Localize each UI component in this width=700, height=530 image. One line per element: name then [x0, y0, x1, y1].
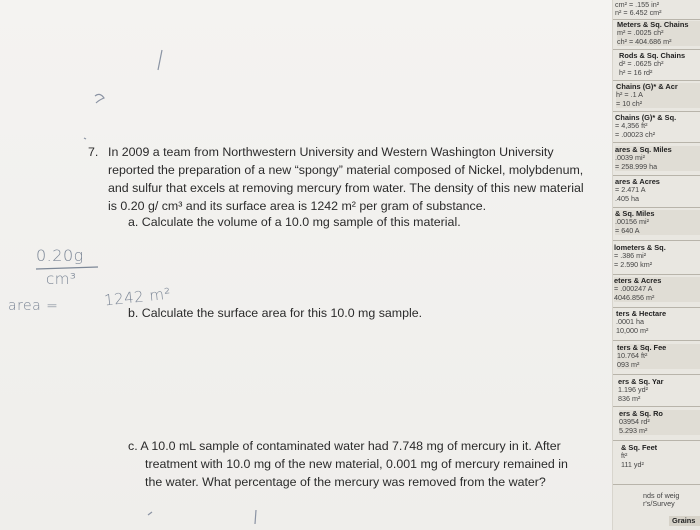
card-line: = .000247 A	[614, 284, 653, 294]
card-line: = 640 A	[615, 225, 640, 235]
pencil-stroke-2	[95, 94, 104, 103]
card-line: nds of weig	[643, 491, 680, 500]
card-section-11	[617, 344, 700, 369]
card-divider	[613, 111, 700, 112]
pencil-stroke-5	[255, 510, 256, 524]
card-section-14	[621, 444, 700, 469]
card-line: = .00023 ch²	[615, 129, 656, 139]
card-line: = .386 mi²	[614, 251, 647, 261]
handwritten-density-numerator: 0.20g	[36, 246, 84, 265]
card-line: 111 yd²	[621, 459, 644, 469]
card-line: .0001 ha	[616, 317, 644, 327]
card-line: = 258.999 ha	[615, 161, 658, 171]
card-section-title: ters & Sq. Fee	[617, 343, 667, 352]
card-section-title: & Sq. Feet	[621, 443, 658, 452]
card-section-title: Meters & Sq. Chains	[617, 20, 689, 29]
card-line: 1.196 yd²	[618, 385, 648, 395]
card-divider	[613, 80, 700, 81]
card-divider	[613, 374, 700, 375]
part-b-prompt: b. Calculate the surface area for this 10.0 mg sample.	[128, 306, 423, 320]
handwritten-area-label: area =	[8, 298, 59, 314]
card-section-title: Chains (G)* & Sq.	[615, 113, 677, 122]
card-divider	[613, 307, 700, 308]
card-divider	[613, 142, 700, 143]
card-line: .0039 mi²	[615, 153, 645, 163]
card-line: = 2.590 km²	[614, 259, 653, 269]
card-line: r's/Survey	[643, 499, 675, 509]
part-c-line-3: the water. What percentage of the mercury was removed from the water?	[145, 475, 546, 489]
card-section-5	[615, 146, 700, 171]
card-section-title: ters & Hectare	[616, 309, 667, 318]
card-line: h² = 16 rd²	[619, 67, 653, 77]
pencil-stroke-1	[158, 50, 162, 70]
card-section-3	[616, 83, 700, 108]
card-line: m² = .0025 ch²	[617, 28, 664, 38]
card-section-title: ers & Sq. Yar	[618, 377, 664, 386]
card-section-10	[616, 310, 700, 335]
handwritten-density-denominator: cm³	[46, 270, 77, 288]
card-section-1	[617, 21, 700, 46]
card-line: 5.293 m²	[619, 425, 648, 435]
card-line: n² = 6.452 cm²	[615, 8, 662, 18]
card-divider	[613, 484, 700, 485]
card-line: cm² = .155 in²	[615, 0, 660, 9]
card-section-6	[615, 178, 700, 203]
card-line: h² = .1 A	[616, 90, 643, 100]
conversion-reference-card	[612, 0, 700, 530]
pencil-stroke-4	[148, 512, 152, 515]
card-section-16	[669, 516, 700, 526]
part-c-line-1: c. A 10.0 mL sample of contaminated water had 7.748 mg of mercury in it. After	[128, 439, 561, 453]
card-section-title: Chains (G)* & Acr	[616, 82, 678, 91]
problem-stem-line-1: In 2009 a team from Northwestern University and Western Washington University	[108, 145, 554, 159]
card-section-12	[618, 378, 700, 403]
problem-stem-line-4: is 0.20 g/ cm³ and its surface area is 1242 m² per gram of substance.	[108, 199, 487, 213]
card-line: = 10 ch²	[616, 98, 643, 108]
part-c-line-2: treatment with 10.0 mg of the new material, 0.001 mg of mercury remained in	[145, 457, 568, 471]
card-section-title: Grains	[672, 516, 696, 525]
card-section-title: & Sq. Miles	[615, 209, 655, 218]
card-section-title: ares & Acres	[615, 177, 660, 186]
card-divider	[613, 274, 700, 275]
problem-stem-line-3: and sulfur that excels at removing mercury from water. The density of this new material	[108, 181, 584, 195]
card-divider	[613, 240, 700, 241]
card-section-15	[643, 492, 700, 509]
card-section-title: ares & Sq. Miles	[615, 145, 672, 154]
handwritten-area-value: 1242 m²	[103, 284, 172, 310]
card-section-4	[615, 114, 700, 139]
card-section-title: eters & Acres	[614, 276, 662, 285]
card-line: = 4,356 ft²	[615, 121, 648, 131]
card-line: 10.764 ft²	[617, 351, 648, 361]
card-divider	[613, 440, 700, 441]
card-line: ch² = 404.686 m²	[617, 36, 672, 46]
card-line: 836 m²	[618, 393, 641, 403]
card-line: .00156 mi²	[615, 217, 649, 227]
card-section-title: Rods & Sq. Chains	[619, 51, 686, 60]
fraction-bar	[36, 267, 98, 269]
card-line: 4046.856 m²	[614, 292, 655, 302]
card-section-2	[619, 52, 700, 77]
card-divider	[613, 340, 700, 341]
pencil-stroke-3	[84, 138, 86, 139]
card-line: = 2.471 A	[615, 185, 646, 195]
card-line: .405 ha	[615, 193, 639, 203]
card-line: 10,000 m²	[616, 325, 649, 335]
problem-stem-line-2: reported the preparation of a new “spongy” material composed of Nickel, molybdenum,	[108, 163, 584, 177]
card-divider	[613, 207, 700, 208]
card-section-title: lometers & Sq.	[614, 243, 666, 252]
card-divider	[613, 49, 700, 50]
card-section-9	[614, 277, 700, 302]
card-section-8	[614, 244, 700, 269]
card-divider	[613, 406, 700, 407]
card-section-7	[615, 210, 700, 235]
card-line: 03954 rd²	[619, 417, 650, 427]
card-line: d² = .0625 ch²	[619, 59, 664, 69]
problem-number: 7.	[88, 145, 99, 159]
card-section-0	[615, 1, 700, 18]
card-line: 093 m²	[617, 359, 640, 369]
part-a-prompt: a. Calculate the volume of a 10.0 mg sample of this material.	[128, 215, 461, 229]
card-section-title: ers & Sq. Ro	[619, 409, 663, 418]
card-line: ft²	[621, 451, 628, 461]
card-divider	[613, 175, 700, 176]
card-section-13	[619, 410, 700, 435]
